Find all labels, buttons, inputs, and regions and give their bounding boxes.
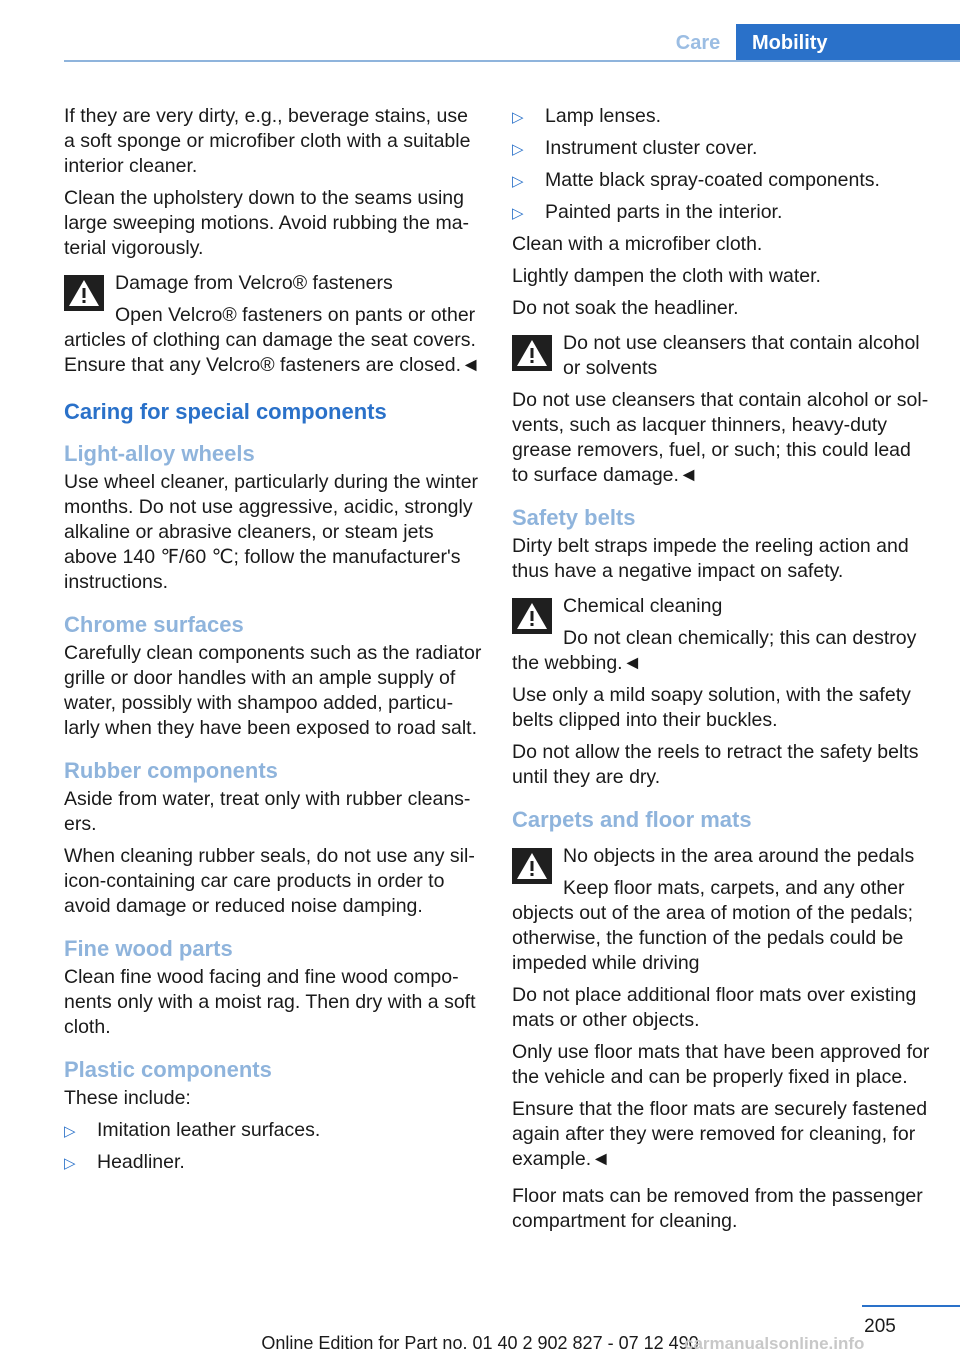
warning-triangle-icon xyxy=(512,848,552,884)
paragraph: Clean the upholstery down to the seams using large sweeping motions. Avoid rubbing the ma‐terial vigorously. xyxy=(64,187,470,259)
subheading-light-alloy-wheels: Light-alloy wheels xyxy=(64,441,255,466)
paragraph: Do not soak the headliner. xyxy=(512,297,739,319)
paragraph: Use wheel cleaner, particularly during the winter months. Do not use aggressive, acidic, strongly alkaline or abrasive cleaners, or steam jets above 140 ℉/60 ℃; follow the manufacturer's instructions. xyxy=(64,471,479,593)
paragraph: Use only a mild soapy solution, with the safety belts clipped into their buckles. xyxy=(512,684,911,731)
header-rule xyxy=(64,60,960,62)
warning-body: Keep floor mats, carpets, and any other objects out of the area of motion of the pedals; otherwise, the function of the pedals could be impeded while driving xyxy=(512,877,914,974)
triangle-right-icon: ▷ xyxy=(64,1155,76,1172)
paragraph: Aside from water, treat only with rubber cleans‐ers. xyxy=(64,788,471,835)
page-number: 205 xyxy=(864,1316,896,1337)
warning-triangle-icon xyxy=(64,275,104,311)
plastic-list-continued xyxy=(512,104,932,225)
list-item: ▷ Matte black spray-coated components. xyxy=(512,168,932,193)
paragraph: Do not allow the reels to retract the safety belts until they are dry. xyxy=(512,741,919,788)
section-heading: Caring for special components xyxy=(64,399,387,424)
paragraph: Ensure that the floor mats are securely fastened again after they were removed for cleaning, for example.◄ xyxy=(512,1098,928,1170)
subheading-plastic-components: Plastic components xyxy=(64,1057,272,1082)
subheading-chrome-surfaces: Chrome surfaces xyxy=(64,612,244,637)
page-number-rule xyxy=(862,1305,960,1307)
warning-body: Do not use cleansers that contain alcohol or sol‐vents, such as lacquer thinners, heavy-duty grease removers, fuel, or such; this could lead to surface damage.◄ xyxy=(512,389,929,486)
warning-body: Open Velcro® fasteners on pants or other articles of clothing can damage the seat covers. Ensure that any Velcro® fasteners are closed.◄ xyxy=(64,304,481,376)
plastic-list xyxy=(64,1118,484,1175)
paragraph: Do not place additional floor mats over existing mats or other objects. xyxy=(512,984,917,1031)
right-column xyxy=(512,104,932,1241)
subheading-carpets-floor-mats: Carpets and floor mats xyxy=(512,807,752,832)
paragraph: Only use floor mats that have been approved for the vehicle and can be properly fixed in place. xyxy=(512,1041,930,1088)
warning-title: Do not use cleansers that contain alcohol or solvents xyxy=(563,332,920,379)
paragraph: Lightly dampen the cloth with water. xyxy=(512,265,821,287)
list-item: ▷ Lamp lenses. xyxy=(512,104,932,129)
warning-chemical-cleaning xyxy=(512,594,932,676)
paragraph: Clean with a microfiber cloth. xyxy=(512,233,763,255)
paragraph: When cleaning rubber seals, do not use any sil‐icon-containing car care products in order to avoid damage or reduced noise damping. xyxy=(64,845,475,917)
paragraph: Clean fine wood facing and fine wood compo‐nents only with a moist rag. Then dry with a soft cloth. xyxy=(64,966,476,1038)
header-chapter-mobility[interactable]: Mobility xyxy=(736,24,960,62)
list-item: ▷ Instrument cluster cover. xyxy=(512,136,932,161)
triangle-right-icon: ▷ xyxy=(64,1123,76,1140)
triangle-right-icon: ▷ xyxy=(512,205,524,222)
warning-title: Damage from Velcro® fasteners xyxy=(115,272,393,294)
warning-title: Chemical cleaning xyxy=(563,595,723,617)
paragraph: If they are very dirty, e.g., beverage stains, use a soft sponge or microfiber cloth with a suitable interior cleaner. xyxy=(64,105,471,177)
warning-triangle-icon xyxy=(512,335,552,371)
triangle-right-icon: ▷ xyxy=(512,109,524,126)
left-column xyxy=(64,104,484,1182)
footer-edition: Online Edition for Part no. 01 40 2 902 827 - 07 12 490 xyxy=(261,1333,699,1353)
list-item: ▷ Headliner. xyxy=(64,1150,484,1175)
triangle-right-icon: ▷ xyxy=(512,173,524,190)
page-header xyxy=(0,24,960,64)
warning-velcro xyxy=(64,271,484,378)
subheading-rubber-components: Rubber components xyxy=(64,758,278,783)
header-section-care[interactable]: Care xyxy=(675,32,721,54)
list-item: ▷ Imitation leather surfaces. xyxy=(64,1118,484,1143)
paragraph: Floor mats can be removed from the passenger compartment for cleaning. xyxy=(512,1185,923,1232)
paragraph: Dirty belt straps impede the reeling action and thus have a negative impact on safety. xyxy=(512,535,909,582)
warning-body: Do not clean chemically; this can destroy the webbing.◄ xyxy=(512,627,917,674)
list-item: ▷ Painted parts in the interior. xyxy=(512,200,932,225)
triangle-right-icon: ▷ xyxy=(512,141,524,158)
paragraph: These include: xyxy=(64,1087,191,1109)
paragraph: Carefully clean components such as the radiator grille or door handles with an ample supply of water, possibly with shampoo added, particu‐larly when they have been exposed to road salt. xyxy=(64,642,482,739)
warning-title: No objects in the area around the pedals xyxy=(563,845,915,867)
subheading-safety-belts: Safety belts xyxy=(512,505,636,530)
subheading-fine-wood-parts: Fine wood parts xyxy=(64,936,233,961)
warning-alcohol-solvents xyxy=(512,331,932,488)
warning-triangle-icon xyxy=(512,598,552,634)
warning-pedals xyxy=(512,844,932,976)
footer-watermark: carmanualsonline.info xyxy=(684,1334,865,1353)
